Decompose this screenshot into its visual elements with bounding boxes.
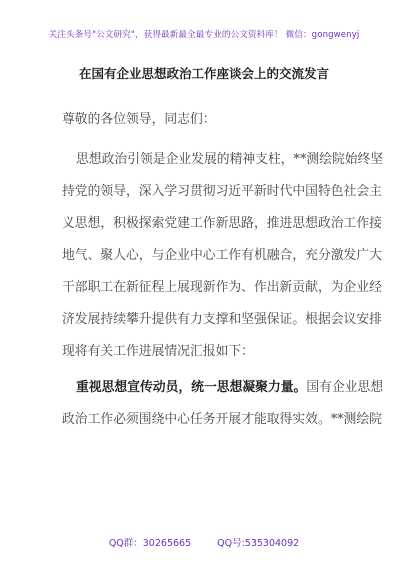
- qq-group-number: QQ群：30265665: [108, 538, 192, 549]
- paragraph-line: 现将有关工作进展情况汇报如下：: [62, 344, 254, 359]
- paragraph-line: 思想政治引领是企业发展的精神支柱，**测绘院始终坚: [76, 152, 384, 167]
- paragraph-line: 义思想，积极探索党建工作新思路，推进思想政治工作接: [62, 216, 382, 231]
- paragraph-line: 济发展持续攀升提供有力支撑和坚强保证。根据会议安排: [62, 312, 382, 327]
- paragraph-line: 持党的领导，深入学习贯彻习近平新时代中国特色社会主: [62, 184, 382, 199]
- paragraph-line: 干部职工在新征程上展现新作为、作出新贡献，为企业经: [62, 280, 382, 295]
- section-heading-line: [76, 376, 384, 395]
- document-title: 在国有企业思想政治工作座谈会上的交流发言: [78, 66, 329, 81]
- contact-footer: [0, 535, 408, 549]
- paragraph-line: 政治工作必须围绕中心任务开展才能取得实效。**测绘院: [62, 412, 382, 427]
- qq-number: QQ号:535304092: [217, 538, 300, 549]
- paragraph-line: 地气、聚人心，与企业中心工作有机融合，充分激发广大: [62, 248, 382, 263]
- promo-banner: 关注头条号"公文研究"，获得最新最全最专业的公文资料库！ 微信：gongwenyj: [48, 30, 360, 40]
- section-heading-continuation: 国有企业思想: [306, 380, 384, 395]
- salutation: 尊敬的各位领导，同志们：: [62, 112, 216, 127]
- section-heading: 重视思想宣传动员，统一思想凝聚力量。: [76, 380, 307, 395]
